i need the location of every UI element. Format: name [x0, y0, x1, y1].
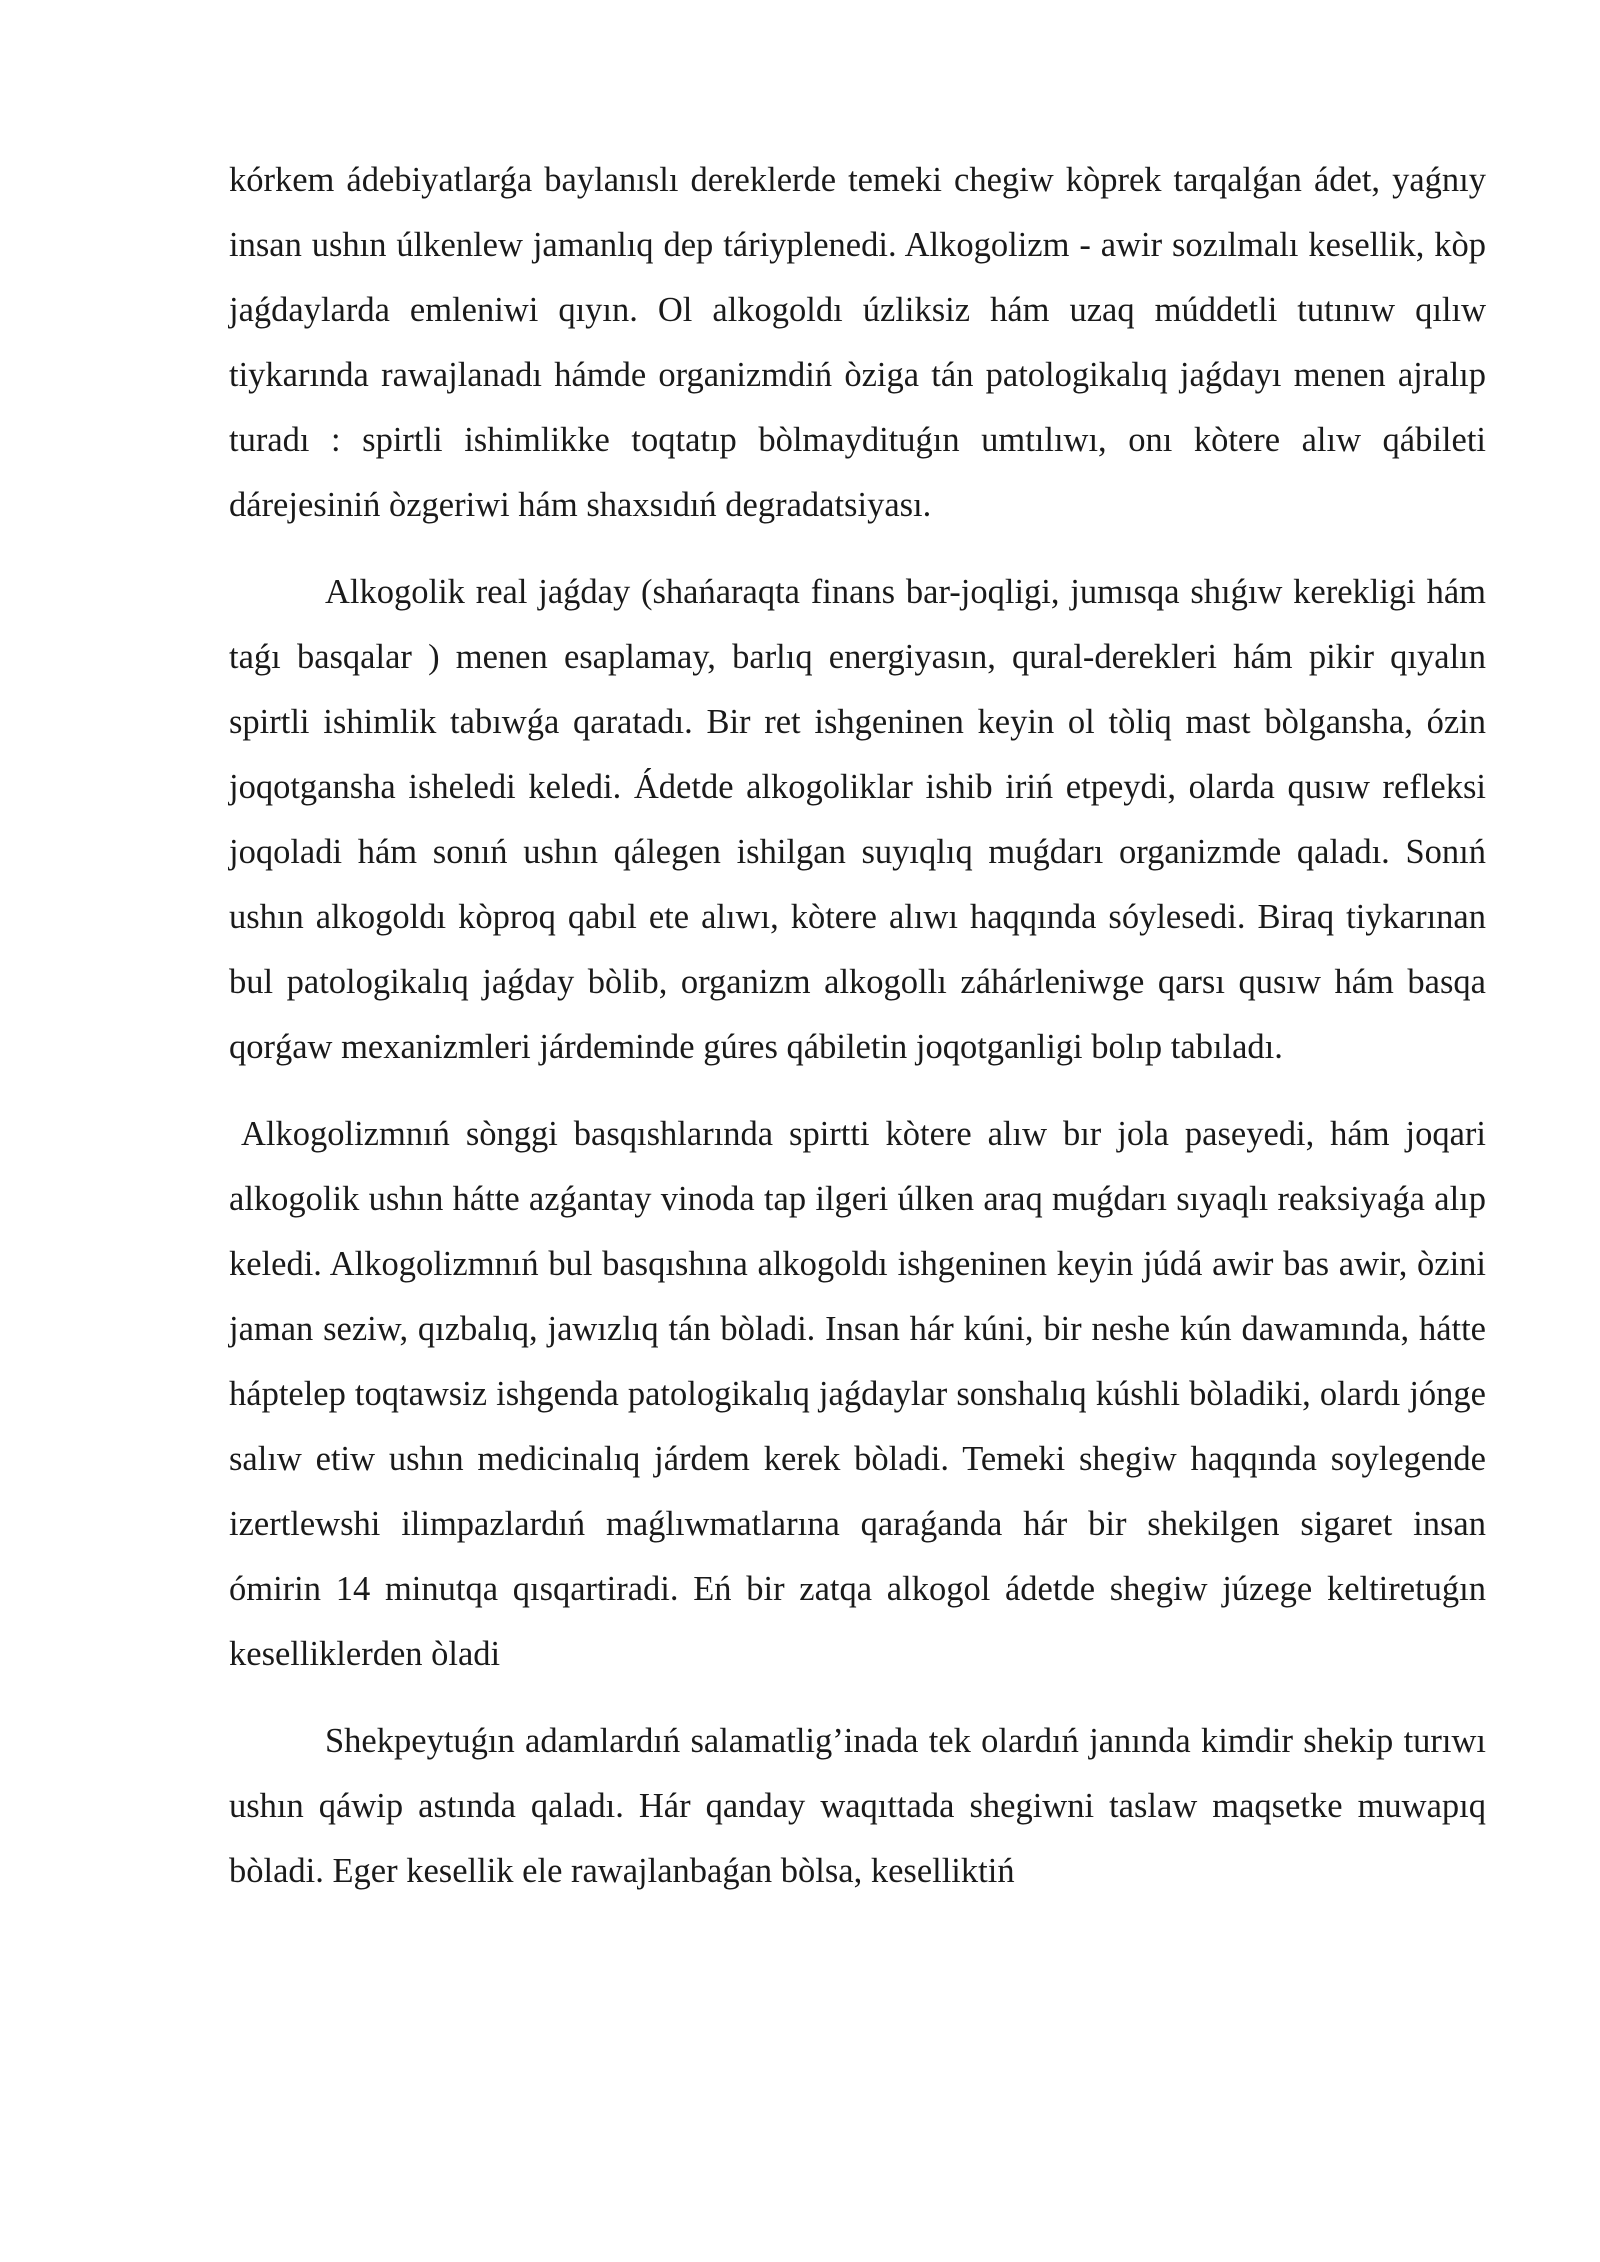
paragraph-2: Alkogolik real jaǵday (shańaraqta finans bar-joqligi, jumısqa shıǵıw kerekligi hám taǵı basqalar ) menen esaplamay, barlıq energiyasın, qural-derekleri hám pikir qıyalın spirtli ishimlik tabıwǵa qaratadı. Bir ret ishgeninen keyin ol tòliq mast bòlgansha, ózin joqotgansha isheledi keledi. Ádetde alkogoliklar ishib iriń etpeydi, olarda qusıw refleksi joqoladi hám sonıń ushın qálegen ishilgan suyıqlıq muǵdarı organizmde qaladı. Sonıń ushın alkogoldı kòproq qabıl ete alıwı, kòtere alıwı haqqında sóylesedi. Biraq tiykarınan bul patologikalıq jaǵday bòlib, organizm alkogollı záhárleniwge qarsı qusıw hám basqa qorǵaw mexanizmleri járdeminde gúres qábiletin joqotganligi bolıp tabıladı. — [229, 573, 1486, 1066]
paragraph-1: kórkem ádebiyatlarǵa baylanıslı dereklerde temeki chegiw kòprek tarqalǵan ádet, yaǵnıy insan ushın úlkenlew jamanlıq dep táriyplenedi. Alkogolizm - awir sozılmalı kesellik, kòp jaǵdaylarda emleniwi qıyın. Ol alkogoldı úzliksiz hám uzaq múddetli tutınıw qılıw tiykarında rawajlanadı hámde organizmdiń òziga tán patologikalıq jaǵdayı menen ajralıp turadı : spirtli ishimlikke toqtatıp bòlmaydituǵın umtılıwı, onı kòtere alıw qábileti dárejesiniń òzgeriwi hám shaxsıdıń degradatsiyası. — [229, 161, 1486, 524]
paragraph-4: Shekpeytuǵın adamlardıń salamatlig’inada tek olardıń janında kimdir shekip turıwı ushın qáwip astında qaladı. Hár qanday waqıttada shegiwni taslaw maqsetke muwapıq bòladi. Eger kesellik ele rawajlanbaǵan bòlsa, keselliktiń — [229, 1722, 1486, 1890]
paragraph-3: Alkogolizmnıń sònggi basqıshlarında spirtti kòtere alıw bır jola paseyedi, hám joqari alkogolik ushın hátte azǵantay vinoda tap ilgeri úlken araq muǵdarı sıyaqlı reaksiyaǵa alıp keledi. Alkogolizmnıń bul basqıshına alkogoldı ishgeninen keyin júdá awir bas awir, òzini jaman seziw, qızbalıq, jawızlıq tán bòladi. Insan hár kúni, bir neshe kún dawamında, hátte háptelep toqtawsiz ishgenda patologikalıq jaǵdaylar sonshalıq kúshli bòladiki, olardı jónge salıw etiw ushın medicinalıq járdem kerek bòladi. Temeki shegiw haqqında soylegende izertlewshi ilimpazlardıń maǵlıwmatlarına qaraǵanda hár bir shekilgen sigaret insan ómirin 14 minutqa qısqartiradi. Eń bir zatqa alkogol ádetde shegiw júzege keltiretuǵın keselliklerden òladi — [229, 1115, 1486, 1673]
document-body — [229, 148, 1486, 1904]
